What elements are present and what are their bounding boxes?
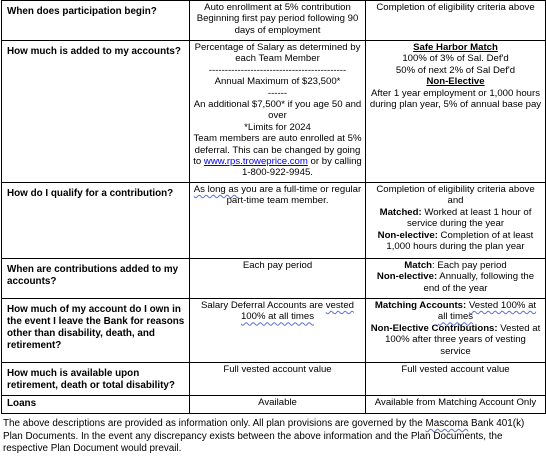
- table-row: [2, 259, 546, 299]
- cell-text: Worked at least 1 hour of service during the year: [406, 206, 532, 230]
- question-when-added: When are contributions added to my accounts?: [2, 259, 190, 299]
- footer-text: Bank 401(k) Plan Documents. In the event any discrepancy exists between the above information and the Plan Documents, the respective Plan Document would prevail.: [3, 418, 525, 454]
- cell-text: Completion of at least 1,000 hours during the plan year: [386, 229, 534, 253]
- cell-label: Matching Accounts:: [374, 300, 467, 311]
- cell-text: or by calling 1-800-922-9945.: [242, 156, 362, 179]
- cell-text: Annual Maximum of $23,500*: [214, 76, 341, 88]
- table-row: [2, 363, 546, 396]
- question-vesting: How much of my account do I own in the event I leave the Bank for reasons other than disability, death, and retirement?: [2, 299, 190, 363]
- cell-text: vested 100% at all times: [240, 300, 355, 323]
- separator-line: -------------------------------------------: [208, 64, 347, 76]
- answer-participation-col2: Completion of eligibility criteria above: [366, 1, 546, 41]
- answer-vesting-col2: [366, 299, 546, 363]
- question-availability: How much is available upon retirement, death or total disability?: [2, 363, 190, 396]
- cell-label: Non-elective:: [376, 271, 438, 283]
- footer-text: Mascoma: [425, 418, 469, 429]
- cell-text: Salary Deferral Accounts are: [200, 300, 326, 311]
- cell-label: Non-elective:: [377, 229, 438, 241]
- answer-contributions-amount-col2: [366, 41, 546, 183]
- cell-label: Matched:: [379, 206, 422, 218]
- cell-text: 100% of 3% of Sal. Def'd: [402, 53, 509, 65]
- cell-label: Non-Elective Contributions:: [370, 322, 498, 334]
- question-participation: When does participation begin?: [2, 1, 190, 41]
- cell-text: Vested 100% at all times: [437, 300, 537, 323]
- cell-text: [193, 133, 362, 179]
- cell-text: Annually, following the end of the year: [423, 271, 535, 294]
- cell-label: Match: [404, 260, 433, 271]
- cell-text: Beginning first pay period following 90 days of employment: [196, 13, 359, 36]
- cell-text: As long as: [193, 184, 239, 195]
- answer-qualify-col2: [366, 183, 546, 259]
- answer-participation-col1: [190, 1, 366, 41]
- question-qualify: How do I qualify for a contribution?: [2, 183, 190, 259]
- cell-text: [369, 230, 542, 253]
- table-row: [2, 183, 546, 259]
- table-row: [2, 41, 546, 183]
- cell-text: Auto enrollment at 5% contribution: [204, 2, 351, 13]
- cell-text: After 1 year employment or 1,000 hours during plan year, 5% of annual base pay: [369, 87, 542, 111]
- safe-harbor-heading: Safe Harbor Match: [413, 42, 498, 53]
- cell-text: Vested at 100% after three years of vesting service: [385, 322, 541, 357]
- question-loans: Loans: [2, 396, 190, 414]
- cell-text: : Each pay period: [432, 260, 507, 271]
- answer-availability-col2: Full vested account value: [366, 363, 546, 396]
- answer-loans-col1: Available: [190, 396, 366, 414]
- cell-text: [369, 323, 542, 357]
- table-row: [2, 1, 546, 41]
- answer-loans-col2: Available from Matching Account Only: [366, 396, 546, 414]
- cell-text: Percentage of Salary as determined by each Team Member: [194, 42, 361, 65]
- plan-summary-table: [1, 0, 546, 414]
- answer-contributions-amount-col1: [190, 41, 366, 183]
- table-row: [2, 299, 546, 363]
- cell-text: 50% of next 2% of Sal Def'd: [395, 64, 516, 76]
- cell-text: *Limits for 2024: [244, 121, 311, 133]
- answer-vesting-col1: [190, 299, 366, 363]
- cell-text: [369, 271, 542, 294]
- troweprice-link[interactable]: www.rps.troweprice.com: [203, 156, 308, 168]
- cell-text: you are a full-time or regular part-time team member.: [226, 184, 362, 207]
- answer-when-added-col2: [366, 259, 546, 299]
- cell-text: An additional $7,500* if you age 50 and over: [193, 99, 362, 122]
- question-contributions-amount: How much is added to my accounts?: [2, 41, 190, 183]
- cell-text: [369, 260, 542, 271]
- cell-text: Team members are auto enrolled at 5% deferral. This can be changed by going to: [193, 133, 362, 168]
- table-row: [2, 396, 546, 414]
- cell-text: Completion of eligibility criteria above and: [376, 184, 535, 207]
- disclaimer-footer: [0, 414, 546, 456]
- answer-qualify-col1: [190, 183, 366, 259]
- cell-text: [369, 300, 542, 323]
- footer-text: The above descriptions are provided as information only. All plan provisions are governed by the: [3, 418, 426, 429]
- answer-availability-col1: Full vested account value: [190, 363, 366, 396]
- separator-line: ------: [267, 87, 288, 99]
- cell-text: [369, 207, 542, 230]
- non-elective-heading: Non-Elective: [426, 76, 485, 88]
- answer-when-added-col1: Each pay period: [190, 259, 366, 299]
